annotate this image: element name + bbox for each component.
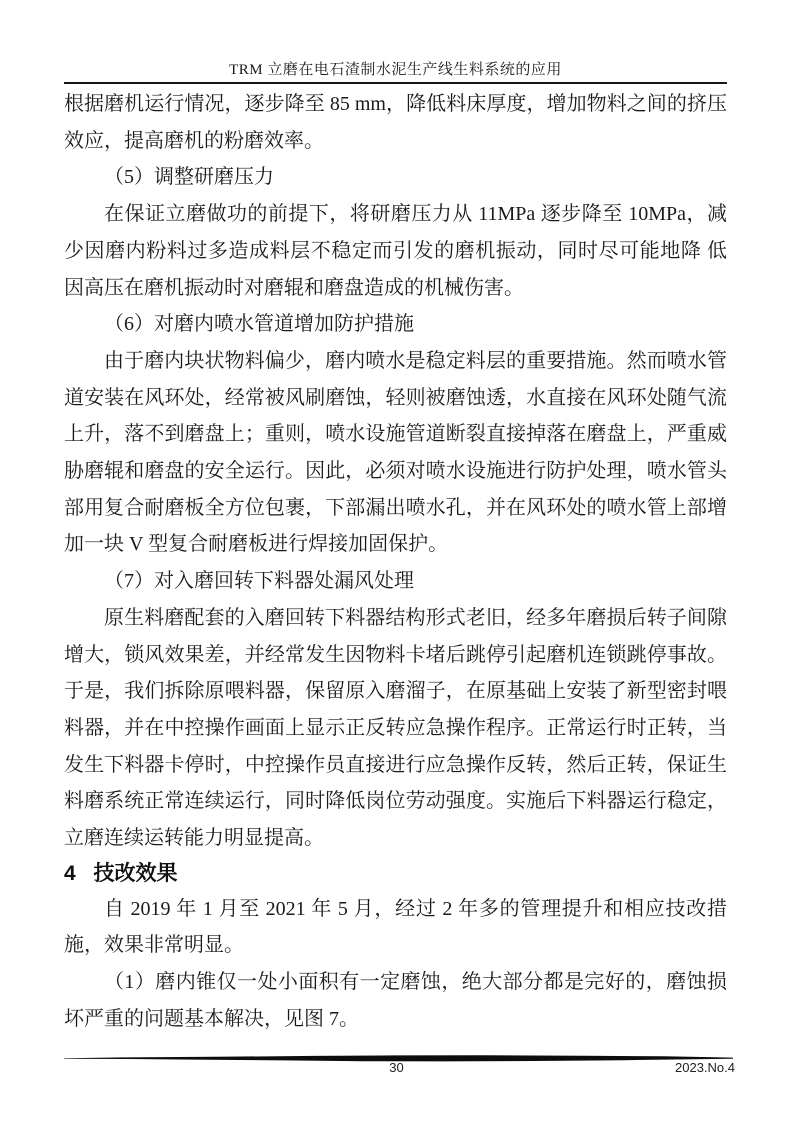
page-footer: [0, 1060, 793, 1076]
paragraph: 由于磨内块状物料偏少，磨内喷水是稳定料层的重要措施。然而喷水管道安装在风环处，经常被风刷磨蚀，轻则被磨蚀透，水直接在风环处随气流上升，落不到磨盘上；重则，喷水设施管道断裂直接掉落在磨盘上，严重威胁磨辊和磨盘的安全运行。因此，必须对喷水设施进行防护处理，喷水管头部用复合耐磨板全方位包裹，下部漏出喷水孔，并在风环处的喷水管上部增加一块 V 型复合耐磨板进行焊接加固保护。: [64, 349, 727, 556]
section-number: 4: [64, 861, 76, 885]
paragraph: （1）磨内锥仅一处小面积有一定磨蚀，绝大部分都是完好的，磨蚀损坏严重的问题基本解决，见图 7。: [64, 971, 727, 1030]
paragraph: （7）对入磨回转下料器处漏风处理: [104, 570, 414, 593]
paragraph: （6）对磨内喷水管道增加防护措施: [104, 313, 414, 336]
issue-label: 2023.No.4: [675, 1060, 735, 1075]
paragraph: 根据磨机运行情况，逐步降至 85 mm，降低料床厚度，增加物料之间的挤压效应，提高磨机的粉磨效率。: [64, 93, 727, 152]
page-number: 30: [389, 1060, 404, 1075]
paragraph: 原生料磨配套的入磨回转下料器结构形式老旧，经多年磨损后转子间隙增大，锁风效果差，并经常发生因物料卡堵后跳停引起磨机连锁跳停事故。于是，我们拆除原喂料器，保留原入磨溜子，在原基础上安装了新型密封喂料器，并在中控操作画面上显示正反转应急操作程序。正常运行时正转，当发生下料器卡停时，中控操作员直接进行应急操作反转，然后正转，保证生料磨系统正常连续运行，同时降低岗位劳动强度。实施后下料器运行稳定，立磨连续运转能力明显提高。: [64, 606, 727, 850]
footer-rule-bar: [64, 1050, 733, 1059]
running-header-title: TRM 立磨在电石渣制水泥生产线生料系统的应用: [229, 62, 562, 78]
paragraph: 在保证立磨做功的前提下，将研磨压力从 11MPa 逐步降至 10MPa，减少因磨内粉料过多造成料层不稳定而引发的磨机振动，同时尽可能地降 低因高压在磨机振动时对磨辊和磨盘造成的机械伤害。: [64, 203, 727, 299]
paragraph: 自 2019 年 1 月至 2021 年 5 月，经过 2 年多的管理提升和相应技改措施，效果非常明显。: [64, 897, 727, 957]
header-rule: [64, 82, 727, 84]
page-content: [64, 60, 727, 1038]
section-heading: [64, 860, 727, 888]
paragraph: （5）调整研磨压力: [104, 166, 274, 189]
section-title: 技改效果: [93, 861, 178, 885]
article-body: [64, 86, 727, 1038]
